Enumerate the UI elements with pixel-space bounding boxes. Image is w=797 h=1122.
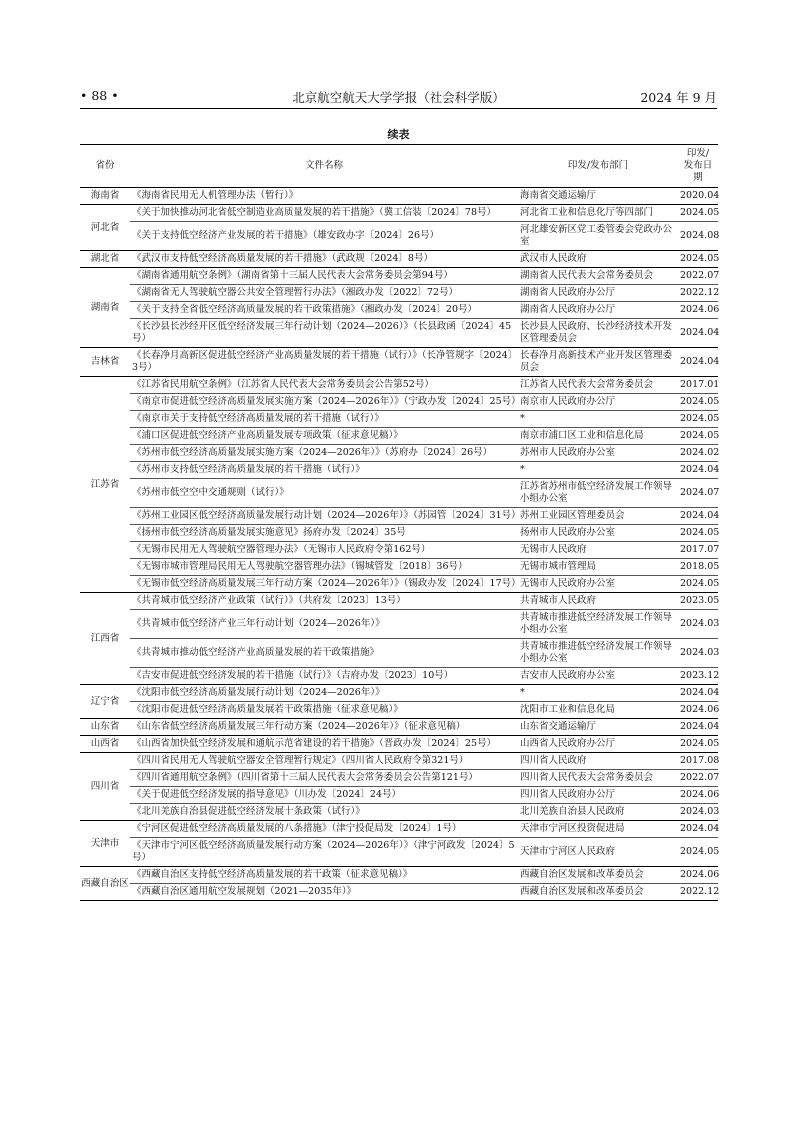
name-cell: 《四川省民用无人驾驶航空器安全管理暂行规定》（四川省人民政府令第321号） (130, 753, 518, 770)
dept-cell: * (518, 685, 678, 702)
table-row (80, 702, 718, 719)
province-cell: 天津市 (80, 821, 130, 867)
table-row (80, 668, 718, 685)
date-cell: 2020.04 (678, 188, 718, 205)
name-cell: 《浦口区促进低空经济产业高质量发展专项政策（征求意见稿）》 (130, 428, 518, 445)
date-cell: 2017.07 (678, 542, 718, 559)
province-cell: 吉林省 (80, 348, 130, 377)
dept-cell: 四川省人民政府 (518, 753, 678, 770)
date-cell: 2024.05 (678, 838, 718, 867)
table-row (80, 542, 718, 559)
province-cell: 江苏省 (80, 377, 130, 593)
name-cell: 《沈阳市低空经济高质量发展行动计划（2024—2026年）》 (130, 685, 518, 702)
dept-cell: 南京市人民政府办公厅 (518, 394, 678, 411)
dept-cell: 无锡市人民政府 (518, 542, 678, 559)
dept-cell: 共青城市推进低空经济发展工作领导小组办公室 (518, 639, 678, 668)
issue-date: 2024 年 9 月 (640, 90, 717, 105)
name-cell: 《关于加快推动河北省低空制造业高质量发展的若干措施》（冀工信装〔2024〕78号） (130, 205, 518, 222)
dept-cell: 南京市浦口区工业和信息化局 (518, 428, 678, 445)
table-row (80, 867, 718, 884)
name-cell: 《四川省通用航空条例》（四川省第十三届人民代表大会常务委员会公告第121号） (130, 770, 518, 787)
province-cell: 河北省 (80, 205, 130, 251)
dept-cell: * (518, 411, 678, 428)
date-cell: 2024.04 (678, 508, 718, 525)
date-cell: 2024.04 (678, 685, 718, 702)
dept-cell: 河北雄安新区党工委管委会党政办公室 (518, 222, 678, 251)
table-row (80, 736, 718, 753)
name-cell: 《宁河区促进低空经济高质量发展的八条措施》（津宁投促局发〔2024〕1号） (130, 821, 518, 838)
running-header (80, 88, 717, 106)
table-row (80, 593, 718, 610)
dept-cell: 西藏自治区发展和改革委员会 (518, 867, 678, 884)
col-header-province: 省份 (80, 145, 130, 188)
date-cell: 2022.07 (678, 268, 718, 285)
dept-cell: 海南省交通运输厅 (518, 188, 678, 205)
dept-cell: 无锡市城市管理局 (518, 559, 678, 576)
date-cell: 2024.05 (678, 428, 718, 445)
province-cell: 湖南省 (80, 268, 130, 348)
name-cell: 《无锡市城市管理局民用无人驾驶航空器管理办法》（锡城管发〔2018〕36号） (130, 559, 518, 576)
date-cell: 2024.05 (678, 251, 718, 268)
province-cell: 江西省 (80, 593, 130, 685)
table-row (80, 639, 718, 668)
dept-cell: 天津市宁河区人民政府 (518, 838, 678, 867)
dept-cell: 河北省工业和信息化厅等四部门 (518, 205, 678, 222)
dept-cell: * (518, 462, 678, 479)
dept-cell: 苏州市人民政府办公室 (518, 445, 678, 462)
name-cell: 《南京市促进低空经济高质量发展实施方案（2024—2026年）》（宁政办发〔2024〕25号） (130, 394, 518, 411)
dept-cell: 山东省交通运输厅 (518, 719, 678, 736)
table-row (80, 685, 718, 702)
date-cell: 2024.04 (678, 319, 718, 348)
table-row (80, 610, 718, 639)
dept-cell: 沈阳市工业和信息化局 (518, 702, 678, 719)
dept-cell: 长春净月高新技术产业开发区管理委员会 (518, 348, 678, 377)
date-cell: 2022.07 (678, 770, 718, 787)
table-row (80, 462, 718, 479)
header-rule (80, 108, 717, 109)
name-cell: 《江苏省民用航空条例》（江苏省人民代表大会常务委员会公告第52号） (130, 377, 518, 394)
name-cell: 《沈阳市促进低空经济高质量发展若干政策措施（征求意见稿）》 (130, 702, 518, 719)
date-cell: 2024.05 (678, 394, 718, 411)
dept-cell: 江苏省人民代表大会常务委员会 (518, 377, 678, 394)
col-header-name: 文件名称 (130, 145, 518, 188)
table-row (80, 394, 718, 411)
name-cell: 《共青城市低空经济产业政策（试行）》（共府发〔2023〕13号） (130, 593, 518, 610)
dept-cell: 苏州工业园区管理委员会 (518, 508, 678, 525)
dept-cell: 湖南省人民代表大会常务委员会 (518, 268, 678, 285)
date-cell: 2024.04 (678, 719, 718, 736)
date-cell: 2022.12 (678, 285, 718, 302)
col-header-date: 印发/ 发布日期 (678, 145, 718, 188)
date-cell: 2024.05 (678, 576, 718, 593)
province-cell: 海南省 (80, 188, 130, 205)
name-cell: 《北川羌族自治县促进低空经济发展十条政策（试行）》 (130, 804, 518, 821)
col-header-dept: 印发/发布部门 (518, 145, 678, 188)
date-cell: 2024.05 (678, 736, 718, 753)
name-cell: 《吉安市促进低空经济发展的若干措施（试行）》（吉府办发〔2023〕10号） (130, 668, 518, 685)
name-cell: 《关于促进低空经济发展的指导意见》（川办发〔2024〕24号） (130, 787, 518, 804)
table-row (80, 559, 718, 576)
name-cell: 《湖南省通用航空条例》（湖南省第十三届人民代表大会常务委员会第94号） (130, 268, 518, 285)
province-cell: 西藏自治区 (80, 867, 130, 901)
name-cell: 《苏州市低空经济高质量发展实施方案（2024—2026年）》（苏府办〔2024〕26号） (130, 445, 518, 462)
page-number: • 88 • (80, 88, 119, 103)
table-row (80, 821, 718, 838)
name-cell: 《武汉市支持低空经济高质量发展的若干措施》（武政规〔2024〕8号） (130, 251, 518, 268)
dept-cell: 无锡市人民政府办公室 (518, 576, 678, 593)
table-header-row (80, 145, 718, 188)
policy-table (80, 144, 718, 901)
dept-cell: 吉安市人民政府办公室 (518, 668, 678, 685)
dept-cell: 北川羌族自治县人民政府 (518, 804, 678, 821)
name-cell: 《苏州市低空空中交通规则（试行）》 (130, 479, 518, 508)
date-cell: 2024.02 (678, 445, 718, 462)
dept-cell: 山西省人民政府办公厅 (518, 736, 678, 753)
dept-cell: 天津市宁河区投资促进局 (518, 821, 678, 838)
table-row (80, 348, 718, 377)
province-cell: 山东省 (80, 719, 130, 736)
dept-cell: 湖南省人民政府办公厅 (518, 285, 678, 302)
table-row (80, 770, 718, 787)
dept-cell: 共青城市推进低空经济发展工作领导小组办公室 (518, 610, 678, 639)
name-cell: 《山西省加快低空经济发展和通航示范省建设的若干措施》（晋政办发〔2024〕25号） (130, 736, 518, 753)
table-row (80, 753, 718, 770)
province-cell: 辽宁省 (80, 685, 130, 719)
dept-cell: 江苏省苏州市低空经济发展工作领导小组办公室 (518, 479, 678, 508)
date-cell: 2017.01 (678, 377, 718, 394)
table-row (80, 205, 718, 222)
date-cell: 2024.05 (678, 525, 718, 542)
dept-cell: 武汉市人民政府 (518, 251, 678, 268)
table-row (80, 804, 718, 821)
dept-cell: 扬州市人民政府办公室 (518, 525, 678, 542)
table-row (80, 884, 718, 901)
name-cell: 《山东省低空经济高质量发展三年行动方案（2024—2026年）》（征求意见稿） (130, 719, 518, 736)
name-cell: 《共青城市推动低空经济产业高质量发展的若干政策措施》 (130, 639, 518, 668)
date-cell: 2023.12 (678, 668, 718, 685)
name-cell: 《西藏自治区通用航空发展规划（2021—2035年）》 (130, 884, 518, 901)
date-cell: 2024.04 (678, 462, 718, 479)
table-row (80, 377, 718, 394)
name-cell: 《海南省民用无人机管理办法（暂行）》 (130, 188, 518, 205)
province-cell: 山西省 (80, 736, 130, 753)
date-cell: 2024.07 (678, 479, 718, 508)
dept-cell: 四川省人民代表大会常务委员会 (518, 770, 678, 787)
journal-title: 北京航空航天大学学报（社会科学版） (292, 90, 505, 105)
name-cell: 《长沙县长沙经开区低空经济发展三年行动计划（2024—2026）》（长县政函〔2024〕45号） (130, 319, 518, 348)
name-cell: 《湖南省无人驾驶航空器公共安全管理暂行办法》（湘政办发〔2022〕72号） (130, 285, 518, 302)
province-cell: 湖北省 (80, 251, 130, 268)
dept-cell: 四川省人民政府办公厅 (518, 787, 678, 804)
name-cell: 《共青城市低空经济产业三年行动计划（2024—2026年）》 (130, 610, 518, 639)
dept-cell: 长沙县人民政府、长沙经济技术开发区管理委员会 (518, 319, 678, 348)
table-row (80, 576, 718, 593)
table-row (80, 719, 718, 736)
table-row (80, 285, 718, 302)
table-row (80, 222, 718, 251)
table-row (80, 479, 718, 508)
date-cell: 2024.05 (678, 205, 718, 222)
date-cell: 2024.06 (678, 702, 718, 719)
table-row (80, 787, 718, 804)
name-cell: 《关于支持全省低空经济高质量发展的若干政策措施》（湘政办发〔2024〕20号） (130, 302, 518, 319)
date-cell: 2024.06 (678, 787, 718, 804)
name-cell: 《天津市宁河区低空经济高质量发展行动方案（2024—2026年）》（津宁河政发〔2024〕5号） (130, 838, 518, 867)
date-cell: 2023.05 (678, 593, 718, 610)
name-cell: 《苏州市支持低空经济高质量发展的若干措施（试行）》 (130, 462, 518, 479)
name-cell: 《长春净月高新区促进低空经济产业高质量发展的若干措施（试行）》（长净管规字〔2024〕3号） (130, 348, 518, 377)
province-cell: 四川省 (80, 753, 130, 821)
table-row (80, 445, 718, 462)
table-row (80, 188, 718, 205)
date-cell: 2024.06 (678, 302, 718, 319)
date-cell: 2022.12 (678, 884, 718, 901)
table-row (80, 268, 718, 285)
date-cell: 2024.08 (678, 222, 718, 251)
table-row (80, 411, 718, 428)
name-cell: 《无锡市低空经济高质量发展三年行动方案（2024—2026年）》（锡政办发〔2024〕17号） (130, 576, 518, 593)
date-cell: 2024.04 (678, 821, 718, 838)
name-cell: 《西藏自治区支持低空经济高质量发展的若干政策（征求意见稿）》 (130, 867, 518, 884)
name-cell: 《无锡市民用无人驾驶航空器管理办法》（无锡市人民政府令第162号） (130, 542, 518, 559)
table-row (80, 251, 718, 268)
name-cell: 《苏州工业园区低空经济高质量发展行动计划（2024—2026年）》（苏园管〔2024〕31号） (130, 508, 518, 525)
table-row (80, 428, 718, 445)
name-cell: 《扬州市低空经济高质量发展实施意见》扬府办发〔2024〕35号 (130, 525, 518, 542)
name-cell: 《关于支持低空经济产业发展的若干措施》（雄安政办字〔2024〕26号） (130, 222, 518, 251)
date-cell: 2024.04 (678, 348, 718, 377)
name-cell: 《南京市关于支持低空经济高质量发展的若干措施（试行）》 (130, 411, 518, 428)
date-cell: 2024.06 (678, 867, 718, 884)
table-row (80, 838, 718, 867)
table-body (80, 188, 718, 901)
date-cell: 2024.05 (678, 411, 718, 428)
date-cell: 2024.03 (678, 804, 718, 821)
table-row (80, 525, 718, 542)
dept-cell: 西藏自治区发展和改革委员会 (518, 884, 678, 901)
table-row (80, 508, 718, 525)
date-cell: 2024.03 (678, 610, 718, 639)
table-row (80, 319, 718, 348)
dept-cell: 共青城市人民政府 (518, 593, 678, 610)
table-row (80, 302, 718, 319)
date-cell: 2017.08 (678, 753, 718, 770)
date-cell: 2018.05 (678, 559, 718, 576)
dept-cell: 湖南省人民政府办公厅 (518, 302, 678, 319)
date-cell: 2024.03 (678, 639, 718, 668)
table-caption: 续表 (387, 128, 410, 141)
